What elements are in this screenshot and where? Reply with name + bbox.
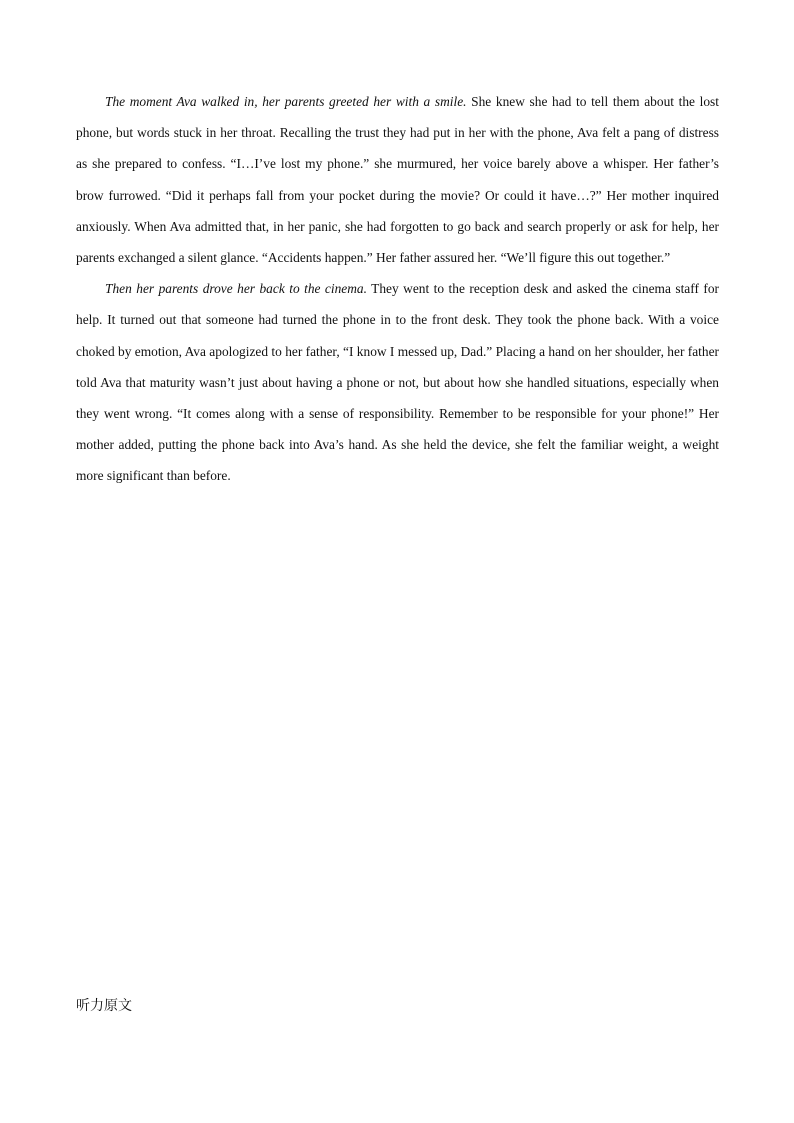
listening-transcript-heading: 听力原文	[76, 998, 132, 1014]
paragraph-1	[76, 86, 719, 273]
document-body	[76, 86, 719, 492]
paragraph-2-text: They went to the reception desk and asked the cinema staff for help. It turned out that someone had turned the phone in to the front desk. They took the phone back. With a voice choked by emotion, Ava apologized to her father, “I know I messed up, Dad.” Placing a hand on her shoulder, her father told Ava that maturity wasn’t just about having a phone or not, but about how she handled situations, especially when they went wrong. “It comes along with a sense of responsibility. Remember to be responsible for your phone!” Her mother added, putting the phone back into Ava’s hand. As she held the device, she felt the familiar weight, a weight more significant than before.	[76, 281, 719, 484]
paragraph-2	[76, 273, 719, 491]
paragraph-1-opening-sentence: The moment Ava walked in, her parents greeted her with a smile.	[105, 94, 467, 109]
paragraph-1-text: She knew she had to tell them about the lost phone, but words stuck in her throat. Recalling the trust they had put in her with the phone, Ava felt a pang of distress as she prepared to confess. “I…I’ve lost my phone.” she murmured, her voice barely above a whisper. Her father’s brow furrowed. “Did it perhaps fall from your pocket during the movie? Or could it have…?” Her mother inquired anxiously. When Ava admitted that, in her panic, she had forgotten to go back and search properly or ask for help, her parents exchanged a silent glance. “Accidents happen.” Her father assured her. “We’ll figure this out together.”	[76, 94, 719, 266]
paragraph-2-opening-sentence: Then her parents drove her back to the cinema.	[105, 281, 367, 297]
